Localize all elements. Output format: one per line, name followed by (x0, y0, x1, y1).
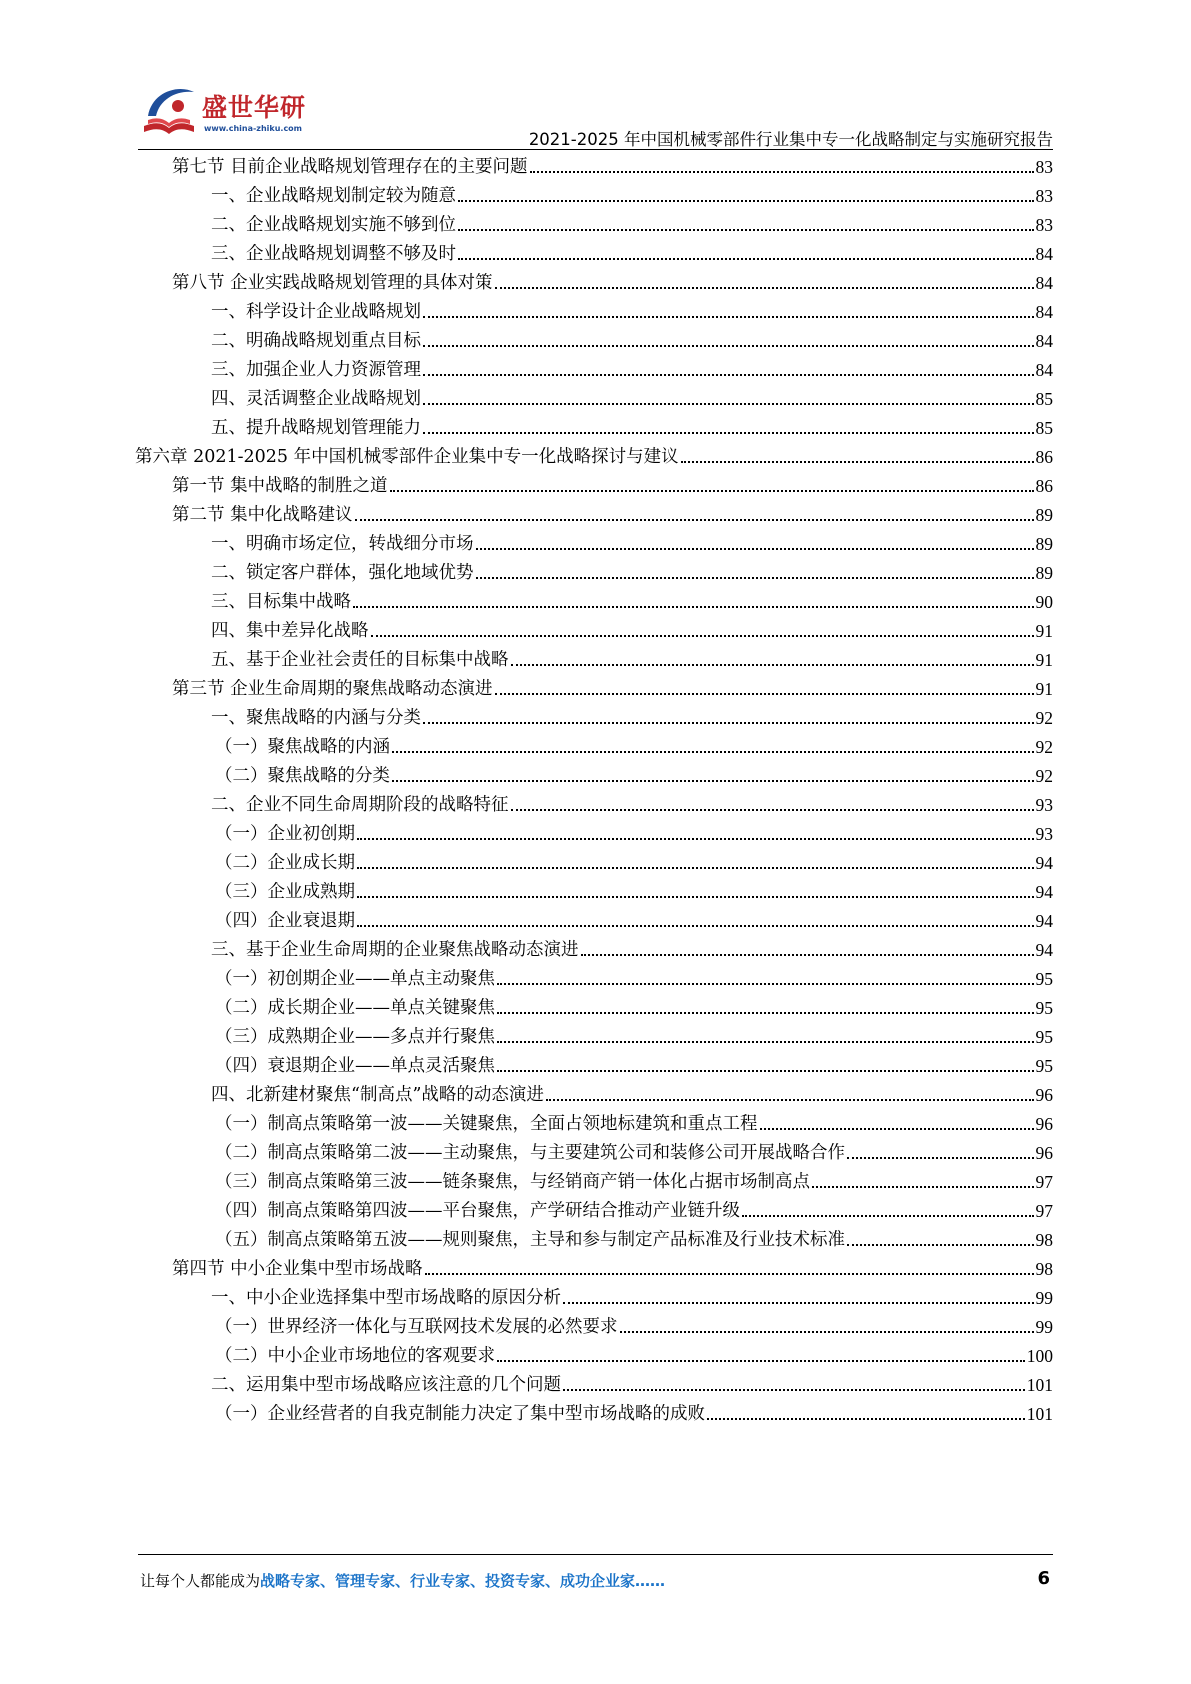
toc-entry[interactable] (215, 1163, 1053, 1193)
toc-entry[interactable] (215, 1105, 1053, 1135)
toc-entry[interactable] (211, 1366, 1053, 1396)
toc-dot-leader (511, 808, 1034, 811)
toc-entry[interactable] (215, 815, 1053, 845)
toc-entry-title: 三、目标集中战略 (211, 592, 351, 612)
toc-dot-leader (425, 1272, 1034, 1275)
toc-entry-page: 85 (1035, 418, 1053, 438)
toc-entry-page: 84 (1035, 331, 1053, 351)
toc-entry[interactable] (211, 554, 1053, 584)
toc-dot-leader (497, 982, 1034, 985)
toc-entry[interactable] (211, 612, 1053, 642)
toc-entry-title: 第六章 2021-2025 年中国机械零部件企业集中专一化战略探讨与建议 (135, 447, 679, 467)
toc-entry[interactable] (211, 786, 1053, 816)
toc-entry[interactable] (215, 1337, 1053, 1367)
toc-entry[interactable] (135, 438, 1053, 468)
toc-entry-title: 第八节 企业实践战略规划管理的具体对策 (172, 273, 493, 293)
toc-entry[interactable] (211, 1076, 1053, 1106)
toc-entry-title: 四、集中差异化战略 (211, 621, 369, 641)
toc-entry-page: 93 (1035, 824, 1053, 844)
toc-entry-title: （二）中小企业市场地位的客观要求 (215, 1346, 495, 1366)
book-swoosh-icon (138, 82, 200, 144)
toc-dot-leader (563, 1301, 1034, 1304)
toc-dot-leader (707, 1417, 1025, 1420)
toc-entry[interactable] (211, 322, 1053, 352)
toc-dot-leader (476, 547, 1034, 550)
toc-entry-title: 二、企业不同生命周期阶段的战略特征 (211, 795, 509, 815)
toc-entry-title: 第三节 企业生命周期的聚焦战略动态演进 (172, 679, 493, 699)
toc-entry-page: 99 (1035, 1288, 1053, 1308)
toc-entry[interactable] (172, 148, 1053, 178)
toc-entry-page: 84 (1035, 273, 1053, 293)
toc-entry[interactable] (211, 931, 1053, 961)
toc-entry-page: 101 (1026, 1375, 1053, 1395)
toc-entry-title: （二）制高点策略第二波——主动聚焦，与主要建筑公司和装修公司开展战略合作 (215, 1143, 845, 1163)
toc-entry-title: （三）制高点策略第三波——链条聚焦，与经销商产销一体化占据市场制高点 (215, 1172, 810, 1192)
toc-entry[interactable] (172, 496, 1053, 526)
toc-entry-page: 94 (1035, 853, 1053, 873)
toc-dot-leader (357, 895, 1034, 898)
toc-dot-leader (423, 344, 1034, 347)
toc-entry-page: 89 (1035, 563, 1053, 583)
toc-dot-leader (357, 924, 1034, 927)
toc-entry-title: （三）企业成熟期 (215, 882, 355, 902)
toc-dot-leader (812, 1185, 1034, 1188)
toc-dot-leader (563, 1388, 1025, 1391)
toc-entry-page: 89 (1035, 534, 1053, 554)
toc-entry-page: 100 (1026, 1346, 1053, 1366)
toc-dot-leader (511, 663, 1034, 666)
footer-divider (138, 1554, 1053, 1555)
toc-entry-page: 96 (1035, 1085, 1053, 1105)
toc-entry-page: 83 (1035, 157, 1053, 177)
toc-entry-page: 83 (1035, 215, 1053, 235)
toc-entry-title: （一）企业初创期 (215, 824, 355, 844)
toc-entry[interactable] (215, 989, 1053, 1019)
toc-entry-title: （一）聚焦战略的内涵 (215, 737, 390, 757)
toc-entry-page: 91 (1035, 679, 1053, 699)
toc-entry[interactable] (211, 1279, 1053, 1309)
toc-entry[interactable] (215, 902, 1053, 932)
toc-dot-leader (357, 837, 1034, 840)
toc-entry-page: 97 (1035, 1201, 1053, 1221)
toc-entry[interactable] (172, 467, 1053, 497)
toc-entry-title: （二）聚焦战略的分类 (215, 766, 390, 786)
toc-dot-leader (847, 1243, 1034, 1246)
toc-entry-title: 一、企业战略规划制定较为随意 (211, 186, 456, 206)
toc-entry[interactable] (215, 1221, 1053, 1251)
toc-dot-leader (495, 692, 1034, 695)
toc-entry[interactable] (172, 670, 1053, 700)
toc-dot-leader (371, 634, 1034, 637)
toc-entry-page: 96 (1035, 1114, 1053, 1134)
toc-entry-page: 99 (1035, 1317, 1053, 1337)
toc-entry[interactable] (215, 1395, 1053, 1425)
toc-entry-title: 三、企业战略规划调整不够及时 (211, 244, 456, 264)
toc-entry[interactable] (215, 844, 1053, 874)
brand-url: www.china-zhiku.com (204, 124, 303, 133)
toc-entry-title: 三、加强企业人力资源管理 (211, 360, 421, 380)
toc-entry[interactable] (172, 264, 1053, 294)
page-header (138, 78, 1053, 149)
toc-entry-page: 95 (1035, 998, 1053, 1018)
toc-entry-title: （二）企业成长期 (215, 853, 355, 873)
toc-dot-leader (423, 721, 1034, 724)
toc-dot-leader (423, 431, 1034, 434)
toc-entry[interactable] (215, 728, 1053, 758)
toc-entry-title: 二、明确战略规划重点目标 (211, 331, 421, 351)
toc-entry-title: 一、科学设计企业战略规划 (211, 302, 421, 322)
toc-entry-title: 五、提升战略规划管理能力 (211, 418, 421, 438)
toc-entry-page: 96 (1035, 1143, 1053, 1163)
toc-entry[interactable] (211, 380, 1053, 410)
toc-entry[interactable] (211, 206, 1053, 236)
toc-dot-leader (423, 373, 1034, 376)
toc-dot-leader (355, 518, 1034, 521)
company-logo (138, 82, 308, 144)
toc-dot-leader (847, 1156, 1034, 1159)
toc-dot-leader (353, 605, 1034, 608)
toc-entry-page: 95 (1035, 1027, 1053, 1047)
toc-entry-page: 92 (1035, 708, 1053, 728)
toc-dot-leader (392, 779, 1034, 782)
toc-entry-page: 86 (1035, 476, 1053, 496)
toc-entry-title: 二、运用集中型市场战略应该注意的几个问题 (211, 1375, 561, 1395)
toc-entry-title: 五、基于企业社会责任的目标集中战略 (211, 650, 509, 670)
toc-entry-page: 101 (1026, 1404, 1053, 1424)
page-footer (140, 1570, 1050, 1600)
toc-entry-title: （一）制高点策略第一波——关键聚焦，全面占领地标建筑和重点工程 (215, 1114, 758, 1134)
toc-entry-title: 四、灵活调整企业战略规划 (211, 389, 421, 409)
toc-entry[interactable] (211, 351, 1053, 381)
toc-entry-page: 89 (1035, 505, 1053, 525)
toc-entry-page: 84 (1035, 244, 1053, 264)
toc-entry-title: 二、企业战略规划实施不够到位 (211, 215, 456, 235)
toc-dot-leader (497, 1069, 1034, 1072)
toc-dot-leader (497, 1040, 1034, 1043)
toc-dot-leader (495, 286, 1034, 289)
toc-entry-title: 一、中小企业选择集中型市场战略的原因分析 (211, 1288, 561, 1308)
toc-entry[interactable] (215, 1047, 1053, 1077)
toc-dot-leader (392, 750, 1034, 753)
toc-entry-title: （三）成熟期企业——多点并行聚焦 (215, 1027, 495, 1047)
toc-entry[interactable] (211, 293, 1053, 323)
toc-entry-title: 二、锁定客户群体，强化地域优势 (211, 563, 474, 583)
toc-entry-title: （一）初创期企业——单点主动聚焦 (215, 969, 495, 989)
footer-slogan-lead: 让每个人都能成为 (140, 1572, 261, 1590)
toc-entry-title: 第七节 目前企业战略规划管理存在的主要问题 (172, 157, 528, 177)
toc-entry-page: 90 (1035, 592, 1053, 612)
toc-entry-title: 第四节 中小企业集中型市场战略 (172, 1259, 423, 1279)
toc-entry-title: （二）成长期企业——单点关键聚焦 (215, 998, 495, 1018)
toc-entry[interactable] (211, 525, 1053, 555)
toc-entry[interactable] (215, 1192, 1053, 1222)
toc-dot-leader (458, 199, 1034, 202)
toc-entry-title: 第二节 集中化战略建议 (172, 505, 353, 525)
toc-dot-leader (546, 1098, 1034, 1101)
toc-entry[interactable] (215, 960, 1053, 990)
toc-entry[interactable] (215, 1308, 1053, 1338)
report-title: 2021-2025 年中国机械零部件行业集中专一化战略制定与实施研究报告 (528, 130, 1053, 149)
toc-entry[interactable] (172, 1250, 1053, 1280)
toc-dot-leader (423, 315, 1034, 318)
toc-entry-page: 94 (1035, 940, 1053, 960)
toc-entry-title: （四）企业衰退期 (215, 911, 355, 931)
toc-dot-leader (742, 1214, 1034, 1217)
toc-entry-title: 三、基于企业生命周期的企业聚焦战略动态演进 (211, 940, 579, 960)
toc-entry-title: （一）企业经营者的自我克制能力决定了集中型市场战略的成败 (215, 1404, 705, 1424)
toc-entry-title: （四）衰退期企业——单点灵活聚焦 (215, 1056, 495, 1076)
toc-entry-page: 94 (1035, 882, 1053, 902)
toc-entry-page: 86 (1035, 447, 1053, 467)
toc-entry-page: 98 (1035, 1259, 1053, 1279)
toc-dot-leader (458, 257, 1034, 260)
footer-slogan-roles: 战略专家、管理专家、行业专家、投资专家、成功企业家…… (260, 1572, 666, 1590)
toc-dot-leader (497, 1011, 1034, 1014)
toc-entry[interactable] (211, 177, 1053, 207)
toc-dot-leader (390, 489, 1034, 492)
toc-entry-page: 91 (1035, 621, 1053, 641)
toc-entry-page: 91 (1035, 650, 1053, 670)
toc-entry[interactable] (211, 641, 1053, 671)
brand-name: 盛世华研 (202, 93, 307, 122)
toc-entry[interactable] (215, 873, 1053, 903)
toc-entry-page: 84 (1035, 302, 1053, 322)
toc-entry-page: 85 (1035, 389, 1053, 409)
toc-entry[interactable] (211, 583, 1053, 613)
toc-entry-title: 一、聚焦战略的内涵与分类 (211, 708, 421, 728)
toc-dot-leader (530, 170, 1034, 173)
toc-entry-page: 97 (1035, 1172, 1053, 1192)
toc-entry[interactable] (211, 409, 1053, 439)
toc-entry[interactable] (215, 1134, 1053, 1164)
toc-dot-leader (620, 1330, 1034, 1333)
toc-entry-title: （一）世界经济一体化与互联网技术发展的必然要求 (215, 1317, 618, 1337)
toc-entry-title: 一、明确市场定位，转战细分市场 (211, 534, 474, 554)
toc-dot-leader (476, 576, 1034, 579)
toc-entry[interactable] (211, 699, 1053, 729)
toc-entry-page: 94 (1035, 911, 1053, 931)
toc-entry-page: 84 (1035, 360, 1053, 380)
toc-entry-page: 92 (1035, 737, 1053, 757)
toc-entry-page: 92 (1035, 766, 1053, 786)
toc-entry[interactable] (211, 235, 1053, 265)
toc-dot-leader (681, 460, 1034, 463)
toc-dot-leader (760, 1127, 1034, 1130)
toc-entry-page: 95 (1035, 1056, 1053, 1076)
toc-dot-leader (423, 402, 1034, 405)
toc-entry-title: （五）制高点策略第五波——规则聚焦，主导和参与制定产品标准及行业技术标准 (215, 1230, 845, 1250)
toc-entry-page: 93 (1035, 795, 1053, 815)
toc-entry[interactable] (215, 757, 1053, 787)
toc-dot-leader (458, 228, 1034, 231)
toc-entry[interactable] (215, 1018, 1053, 1048)
toc-entry-page: 83 (1035, 186, 1053, 206)
toc-entry-title: 四、北新建材聚焦“制高点”战略的动态演进 (211, 1085, 544, 1105)
page-number: 6 (1037, 1568, 1050, 1589)
toc-entry-title: （四）制高点策略第四波——平台聚焦，产学研结合推动产业链升级 (215, 1201, 740, 1221)
toc-entry-page: 98 (1035, 1230, 1053, 1250)
toc-entry-page: 95 (1035, 969, 1053, 989)
toc-dot-leader (497, 1359, 1025, 1362)
toc-dot-leader (581, 953, 1034, 956)
toc-entry-title: 第一节 集中战略的制胜之道 (172, 476, 388, 496)
toc-dot-leader (357, 866, 1034, 869)
